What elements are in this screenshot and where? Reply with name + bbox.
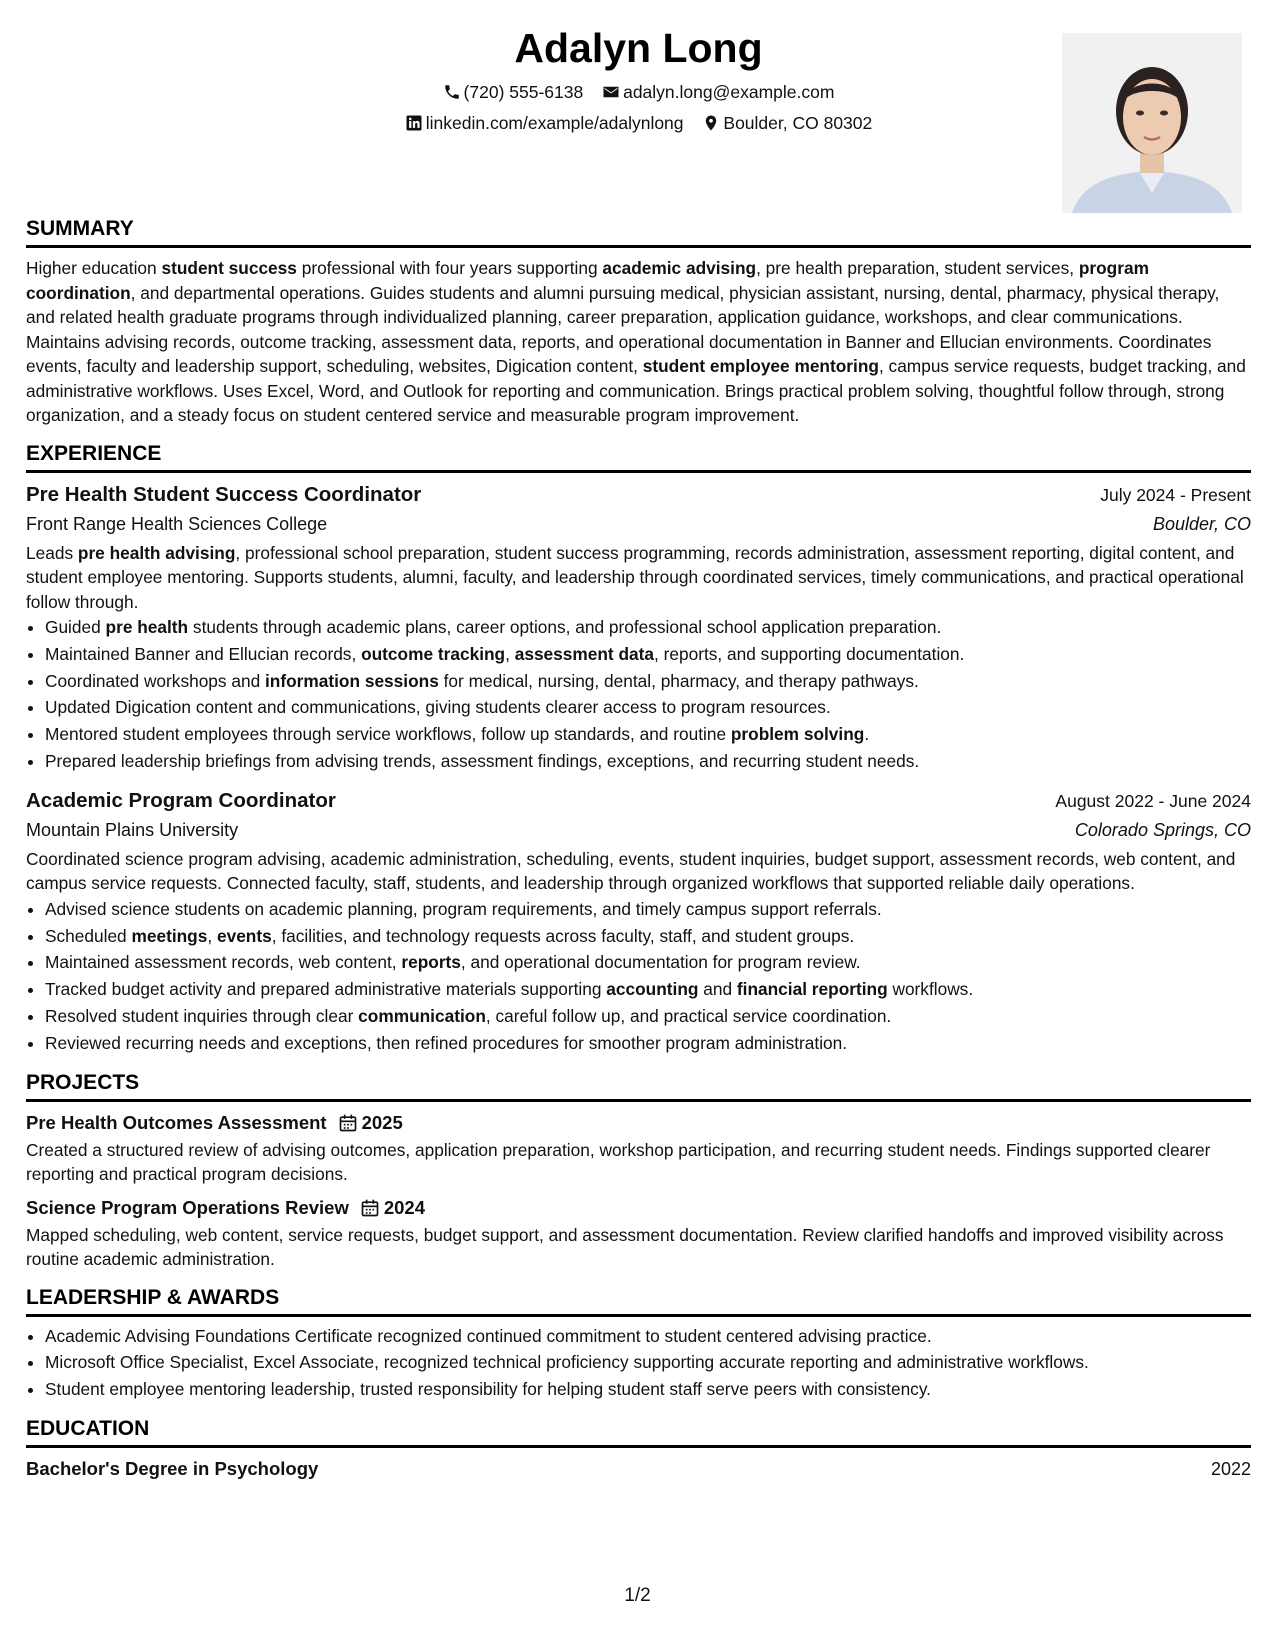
job-bullets: [26, 614, 1251, 775]
map-pin-icon: [702, 114, 720, 132]
text-run: professional with four years supporting: [296, 258, 603, 278]
job-dates: August 2022 - June 2024: [1055, 790, 1251, 811]
project-year: 2025: [361, 1111, 403, 1133]
text-run: Coordinated science program advising, academic administration, scheduling, events, student inquiries, budget support, assessment records, web content, and campus service requests. Connected faculty, staff, students, and leadership through organized workflows that supported reliable daily operations.: [26, 848, 1236, 894]
bullet-item: [45, 1003, 1251, 1030]
bold-keyword: events: [216, 925, 272, 946]
project-entry: [26, 1110, 1251, 1187]
job-title: Pre Health Student Success Coordinator: [26, 482, 422, 506]
text-run: , reports, and supporting documentation.: [654, 643, 965, 664]
text-run: , and departmental operations. Guides students and alumni pursuing medical, physician assistant, nursing, dental, pharmacy, physical therapy, and related health graduate programs through individualized planning, career preparation, application guidance, workshops, and clear communications. Maintains advising records, outcome tracking, assessment data, reports, and operational documentation in Banner and Ellucian environments. Coordinates events, faculty and leadership support, scheduling, websites, Digication content,: [26, 282, 1220, 376]
page-number: 1/2: [624, 1585, 651, 1606]
job-dates: July 2024 - Present: [1100, 484, 1251, 505]
bold-keyword: reports: [401, 952, 461, 973]
bold-keyword: meetings: [131, 925, 208, 946]
phone-text: (720) 555-6138: [463, 82, 584, 102]
calendar-icon: [338, 1113, 358, 1133]
text-run: , professional school preparation, student success programming, records administration, assessment reporting, digital content, and student employee mentoring. Supports students, alumni, faculty, and leadership through coordinated services, timely communications, and practical operational follow through.: [26, 542, 1244, 612]
project-description: Created a structured review of advising outcomes, application preparation, workshop participation, and recurring student needs. Findings supported clearer reporting and practical program decisions.: [26, 1139, 1211, 1185]
project-title: Science Program Operations Review: [26, 1196, 349, 1218]
bullet-item: [45, 641, 1251, 668]
bullet-item: [45, 976, 1251, 1003]
envelope-icon: [602, 83, 620, 101]
bold-keyword: academic advising: [602, 258, 757, 278]
text-run: Maintained Banner and Ellucian records,: [45, 643, 362, 664]
text-run: , pre health preparation, student services,: [756, 258, 1079, 278]
projects-heading: PROJECTS: [26, 1069, 1251, 1102]
leadership-heading: LEADERSHIP & AWARDS: [26, 1284, 1251, 1317]
bold-keyword: program coordination: [26, 258, 1149, 303]
projects-section: [26, 1069, 1251, 1272]
candidate-name: Adalyn Long: [514, 25, 763, 71]
education-heading: EDUCATION: [26, 1415, 1251, 1448]
text-run: Updated Digication content and communications, giving students clearer access to program resources.: [45, 697, 831, 718]
bullet-item: [45, 923, 1251, 950]
bold-keyword: problem solving: [730, 724, 865, 745]
leadership-list: [26, 1323, 1251, 1403]
text-run: , careful follow up, and practical service coordination.: [485, 1005, 892, 1026]
text-run: Maintained assessment records, web content,: [45, 952, 402, 973]
email-contact[interactable]: [602, 80, 834, 104]
project-description: Mapped scheduling, web content, service requests, budget support, and assessment documentation. Review clarified handoffs and improved visibility across routine academic administration.: [26, 1224, 1224, 1270]
text-run: , facilities, and technology requests across faculty, staff, and student groups.: [271, 925, 855, 946]
project-entry: [26, 1195, 1251, 1272]
bullet-item: [45, 668, 1251, 695]
bold-keyword: student employee mentoring: [642, 356, 879, 376]
phone-contact: [443, 80, 584, 104]
text-run: Guided: [45, 617, 106, 637]
job-organization: Mountain Plains University: [26, 819, 239, 840]
bold-keyword: outcome tracking: [361, 643, 506, 664]
text-run: , campus service requests, budget tracking, and administrative workflows. Uses Excel, Word, and Outlook for reporting and communication. Brings practical problem solving, thoughtful follow through, strong organization, and a steady focus on student centered service and measurable program improvement.: [26, 356, 1246, 425]
text-run: Resolved student inquiries through clear: [45, 1005, 359, 1026]
bold-keyword: student success: [161, 258, 297, 278]
bullet-item: [45, 1030, 1251, 1057]
project-title: Pre Health Outcomes Assessment: [26, 1111, 327, 1133]
education-section: [26, 1415, 1251, 1482]
bullet-item: [45, 721, 1251, 748]
calendar-icon: [360, 1198, 380, 1218]
job-organization: Front Range Health Sciences College: [26, 513, 328, 534]
profile-photo-image: [1062, 33, 1242, 213]
text-run: ,: [505, 643, 515, 664]
location-text: Boulder, CO 80302: [723, 113, 873, 133]
bullet-item: [45, 694, 1251, 721]
bullet-item: [45, 748, 1251, 775]
summary-heading: SUMMARY: [26, 215, 1251, 248]
project-year: 2024: [383, 1196, 426, 1218]
text-run: Advised science students on academic planning, program requirements, and timely campus support referrals.: [45, 898, 882, 919]
bullet-item: [45, 614, 1251, 641]
bold-keyword: communication: [358, 1005, 486, 1026]
leadership-item: • Student employee mentoring leadership, trusted responsibility for helping student staff serve peers with consistency.: [45, 1376, 1251, 1403]
text-run: .: [864, 724, 870, 745]
summary-section: [26, 215, 1251, 428]
text-run: students through academic plans, career options, and professional school application preparation.: [188, 617, 942, 637]
job-description: [26, 541, 1251, 615]
text-run: and: [698, 979, 737, 1000]
text-run: workflows.: [887, 979, 974, 1000]
text-run: for medical, nursing, dental, pharmacy, and therapy pathways.: [438, 670, 919, 691]
experience-section: [26, 440, 1251, 1057]
bold-keyword: accounting: [606, 979, 699, 1000]
text-run: Higher education: [26, 258, 162, 278]
education-degree: Bachelor's Degree in Psychology: [26, 1457, 319, 1479]
resume-page: [26, 0, 1251, 1650]
resume-header: [26, 0, 1251, 215]
linkedin-icon: [405, 114, 423, 132]
bold-keyword: pre health advising: [77, 542, 236, 563]
bold-keyword: assessment data: [514, 643, 655, 664]
experience-heading: EXPERIENCE: [26, 440, 1251, 473]
text-run: Scheduled: [45, 925, 132, 946]
text-run: Coordinated workshops and: [45, 670, 265, 691]
bullet-item: [45, 896, 1251, 923]
phone-icon: [443, 83, 461, 101]
leadership-section: [26, 1284, 1251, 1403]
bold-keyword: pre health: [105, 617, 189, 637]
text-run: , and operational documentation for program review.: [460, 952, 861, 973]
job-location: Colorado Springs, CO: [1074, 819, 1251, 840]
education-year: 2022: [1210, 1458, 1251, 1479]
bullet-item: [45, 949, 1251, 976]
text-run: Tracked budget activity and prepared administrative materials supporting: [45, 979, 607, 1000]
job-entry: [26, 787, 1251, 1057]
job-entry: [26, 481, 1251, 775]
email-text: adalyn.long@example.com: [623, 82, 835, 102]
leadership-item: • Academic Advising Foundations Certificate recognized continued commitment to student centered advising practice.: [45, 1323, 1251, 1350]
job-description: [26, 847, 1251, 896]
profile-photo: [1062, 33, 1242, 213]
location-contact: [702, 111, 872, 135]
linkedin-text: linkedin.com/example/adalynlong: [425, 113, 684, 133]
job-location: Boulder, CO: [1152, 513, 1251, 534]
summary-text: [26, 256, 1251, 428]
bold-keyword: information sessions: [265, 670, 439, 691]
job-bullets: [26, 896, 1251, 1057]
text-run: ,: [207, 925, 217, 946]
linkedin-contact[interactable]: [405, 111, 684, 135]
text-run: Leads: [26, 542, 78, 563]
bold-keyword: financial reporting: [736, 979, 888, 1000]
text-run: Mentored student employees through service workflows, follow up standards, and routine: [45, 724, 731, 745]
text-run: Prepared leadership briefings from advising trends, assessment findings, exceptions, and recurring student needs.: [45, 750, 920, 771]
job-title: Academic Program Coordinator: [26, 788, 336, 812]
leadership-item: • Microsoft Office Specialist, Excel Associate, recognized technical proficiency supporting accurate reporting and administrative workflows.: [45, 1349, 1251, 1376]
text-run: Reviewed recurring needs and exceptions, then refined procedures for smoother program administration.: [45, 1032, 848, 1053]
